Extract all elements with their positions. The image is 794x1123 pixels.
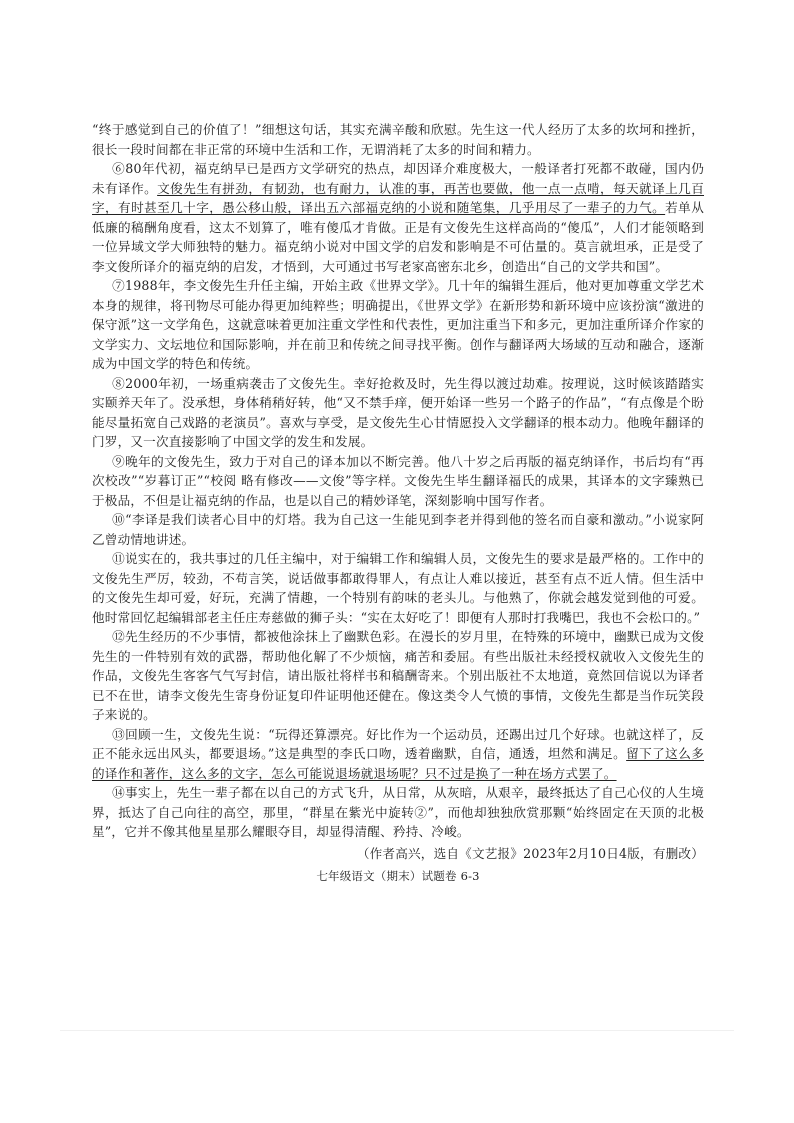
paragraph (92, 374, 704, 452)
paragraph (92, 452, 704, 511)
source-citation: （作者高兴，选自《文艺报》2023年2月10日4版，有删改） (356, 845, 704, 861)
underlined-sentence: 留下了这么多的译作和著作，这么多的文字，怎么可能说退场就退场呢？只不过是换了一种在场方式罢了。 (92, 746, 705, 781)
paragraph (92, 783, 704, 842)
text-segment: “终于感觉到自己的价值了！”细想这句话，其实充满辛酸和欣慰。先生这一代人经历了太多的坎坷和挫折，很长一段时间都在非正常的环境中生活和工作，无谓消耗了太多的时间和精力。 (92, 122, 704, 157)
paragraph (92, 549, 704, 627)
text-segment: ⑦1988年，李文俊先生升任主编，开始主政《世界文学》。几十年的编辑生涯后，他对更加尊重文学艺术本身的规律，将刊物尽可能办得更加纯粹些；明确提出，《世界文学》在新形势和新环境中应该扮演“激进的保守派”这一文学角色，这就意味着更加注重文学性和代表性，更加注重当下和多元，更加注重所译介作家的文学实力、文坛地位和国际影响，并在前卫和传统之间寻找平衡。创作与翻译两大场域的互动和融合，逐渐成为中国文学的特色和传统。 (92, 278, 704, 371)
article-body (92, 120, 704, 842)
paragraph (92, 510, 704, 549)
underlined-sentence: 文俊先生有拼劲，有韧劲，也有耐力，认准的事，再苦也要做，他一点一点啃，每天就译上几百字，有时甚至几十字，愚公移山般，译出五六部福克纳的小说和随笔集，几乎用尽了一辈子的力气。 (92, 180, 705, 215)
text-segment: ⑭事实上，先生一辈子都在以自己的方式飞升，从日常，从灰暗，从艰辛，最终抵达了自己心仪的人生境界，抵达了自己向往的高空，那里，“群星在紫光中旋转②”，而他却独独欣赏那颗“始终固定在天顶的北极星”，它并不像其他星星那么耀眼夺目，却显得清醒、矜持、冷峻。 (92, 785, 704, 839)
page-bottom-divider (60, 1030, 734, 1031)
paragraph (92, 627, 704, 725)
paragraph (92, 159, 704, 276)
paragraph (92, 120, 704, 159)
page-footer: 七年级语文（期末）试题卷 6-3 (316, 869, 480, 883)
text-segment: ⑧2000年初，一场重病袭击了文俊先生。幸好抢救及时，先生得以渡过劫难。按理说，这时候该踏踏实实颐养天年了。没承想，身体稍稍好转，他“又不禁手痒，便开始译一些另一个路子的作品”，“有点像是个盼能尽量拓宽自己戏路的老演员”。喜欢与享受，是文俊先生心甘情愿投入文学翻译的根本动力。他晚年翻译的门罗，又一次直接影响了中国文学的发生和发展。 (92, 375, 704, 449)
text-segment: ⑬回顾一生，文俊先生说：“玩得还算漂亮。好比作为一个运动员，还踢出过几个好球。也就这样了，反正不能永远出风头，都要退场。”这是典型的李氏口吻，透着幽默，自信，通透，坦然和满足。 (92, 726, 704, 761)
paragraph (92, 725, 704, 784)
text-segment: ⑥80年代初，福克纳早已是西方文学研究的热点，却因译介难度极大，一般译者打死都不敢碰，国内仍未有译作。 (92, 161, 704, 196)
text-segment: 若单从低廉的稿酬角度看，这太不划算了，唯有傻瓜才肯做。正是有文俊先生这样高尚的“傻瓜”，人们才能领略到一位异域文学大师独特的魅力。福克纳小说对中国文学的启发和影响是不可估量的。莫言就坦承，正是受了李文俊所译介的福克纳的启发，才悟到，大可通过书写老家高密东北乡，创造出“自己的文学共和国”。 (92, 200, 704, 274)
text-segment: ⑪说实在的，我共事过的几任主编中，对于编辑工作和编辑人员，文俊先生的要求是最严格的。工作中的文俊先生严厉，较劲，不苟言笑，说话做事都敢得罪人，有点让人难以接近，甚至有点不近人情。但生活中的文俊先生却可爱，好玩，充满了情趣，一个特别有韵味的老头儿。与他熟了，你就会越发觉到他的可爱。他时常回忆起编辑部老主任庄寿慈做的狮子头：“实在太好吃了！即便有人那时打我嘴巴，我也不会松口的。” (92, 551, 704, 625)
text-segment: ⑩“李译是我们读者心目中的灯塔。我为自己这一生能见到李老并得到他的签名而自豪和激动。”小说家阿乙曾动情地讲述。 (92, 512, 704, 547)
paragraph (92, 276, 704, 374)
text-segment: ⑨晚年的文俊先生，致力于对自己的译本加以不断完善。他八十岁之后再版的福克纳译作，书后均有“再次校改”“岁暮订正”“校阅 略有修改——文俊”等字样。文俊先生毕生翻译福氏的成果，其译本的文字臻熟已于极品，不但是让福克纳的作品，也是以自己的精妙译笔，深刻影响中国写作者。 (92, 453, 704, 508)
document-page (92, 120, 704, 887)
text-segment: ⑫先生经历的不少事情，都被他涂抹上了幽默色彩。在漫长的岁月里，在特殊的环境中，幽默已成为文俊先生的一件特别有效的武器，帮助他化解了不少烦恼，痛苦和委屈。有些出版社未经授权就收入文俊先生的作品，文俊先生客客气气写封信，请出版社将样书和稿酬寄来。个别出版社不太地道，竟然回信说以为译者已不在世，请李文俊先生寄身份证复印件证明他还健在。像这类令人气愤的事情，文俊先生都是当作玩笑段子来说的。 (92, 629, 704, 722)
